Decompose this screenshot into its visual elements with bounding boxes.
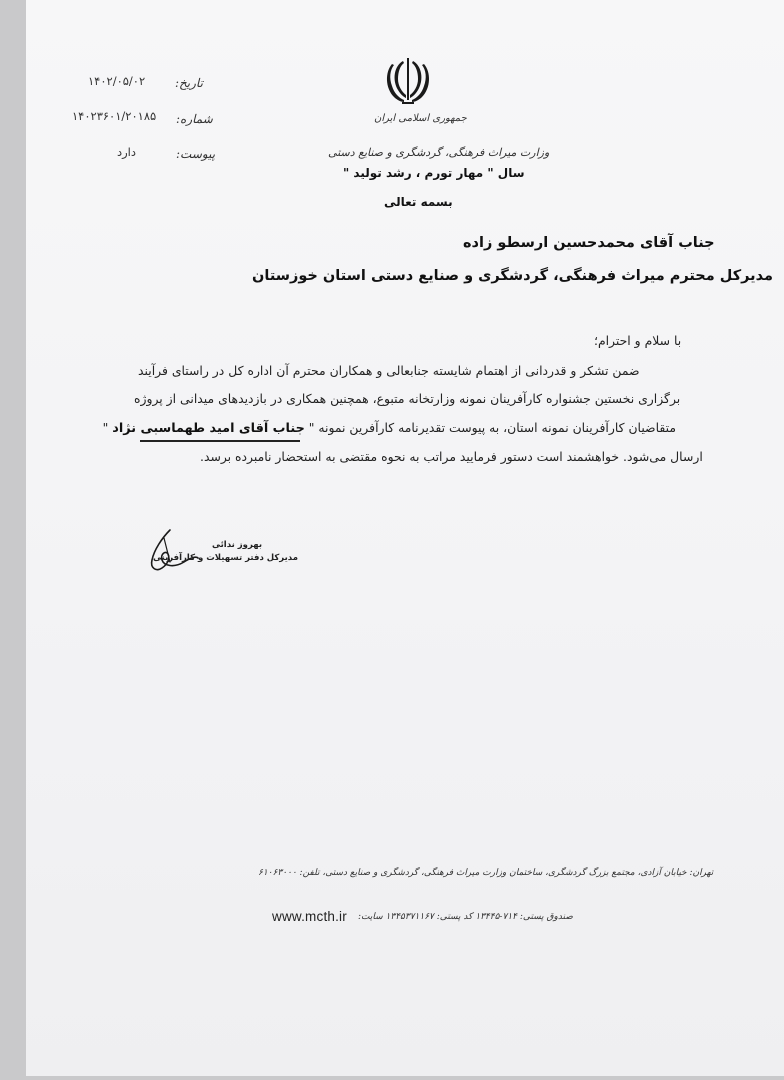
attachment-label: پیوست: [176,147,216,161]
body-line-3-quote: " [102,420,109,435]
footer-contact [272,908,592,928]
website-link[interactable]: www.mcth.ir [272,909,347,924]
signatory-name: بهروز ندائی [212,540,263,550]
awardee-underline [140,440,300,442]
number-label: شماره: [176,112,213,126]
body-line-2: برگزاری نخستین جشنواره کارآفرینان نمونه وزارتخانه متبوع، همچنین همکاری در بازدیدهای میدانی از پروژه [134,391,681,406]
footer-address: تهران: خیابان آزادی، مجتمع بزرگ گردشگری، ساختمان وزارت میراث فرهنگی، گردشگری و صنایع دستی، تلفن: ۶۱۰۶۳۰۰۰ [258,868,714,878]
body-line-3-text: متقاضیان کارآفرینان نمونه استان، به پیوست تقدیرنامه کارآفرین نمونه " [308,420,676,435]
attachment-value: دارد [117,145,136,159]
date-label: تاریخ: [175,76,203,90]
greeting: با سلام و احترام؛ [594,333,682,348]
footer-postal: صندوق پستی: ۷۱۴-۱۳۴۴۵ کد پستی: ۱۳۴۵۳۷۱۱۶۷ سایت: [358,912,573,922]
year-slogan: سال " مهار تورم ، رشد تولید " [343,166,525,180]
awardee-name: جناب آقای امید طهماسبی نژاد [112,421,305,436]
body-line-1: ضمن تشکر و قدردانی از اهتمام شایسته جنابعالی و همکاران محترم آن اداره کل در راستای فرآیند [138,363,640,378]
recipient-title: مدیرکل محترم میراث فرهنگی، گردشگری و صنایع دستی استان خوزستان [252,268,773,284]
republic-text: جمهوری اسلامی ایران [374,113,467,124]
number-value: ۱۴۰۲۳۶۰۱/۲۰۱۸۵ [72,109,157,123]
iran-emblem-icon [380,52,436,108]
body-line-3 [102,420,676,436]
bismillah: بسمه تعالی [384,195,453,209]
body-line-4: ارسال می‌شود. خواهشمند است دستور فرمایید مراتب به نحوه مقتضی به استحضار نامبرده برسد. [200,449,703,464]
signatory-title: مدیرکل دفتر تسهیلات و کارآفرینی [153,553,298,563]
date-value: ۱۴۰۲/۰۵/۰۲ [88,74,146,88]
ministry-text: وزارت میراث فرهنگی، گردشگری و صنایع دستی [328,146,550,159]
recipient-name: جناب آقای محمدحسین ارسطو زاده [463,235,715,251]
